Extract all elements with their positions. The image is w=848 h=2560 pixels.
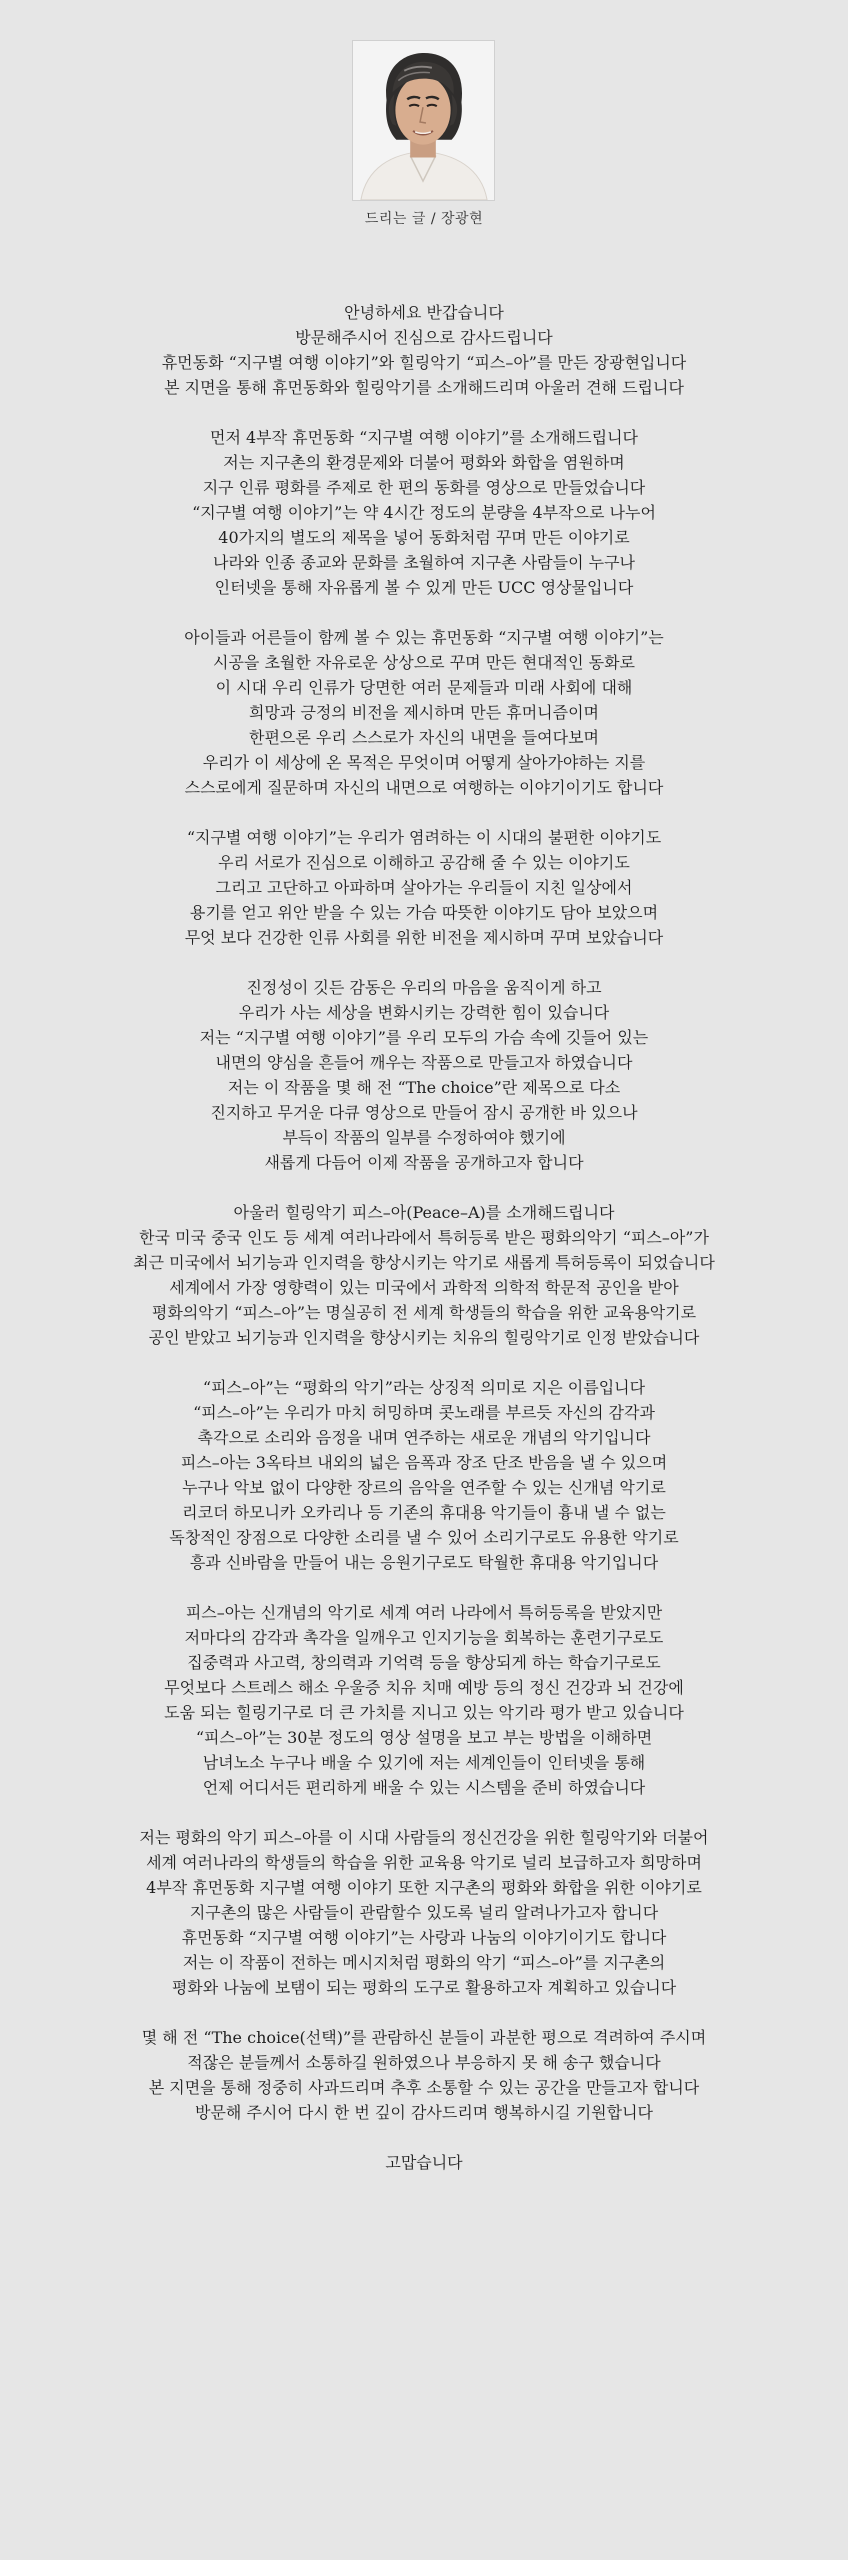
- text-line: 희망과 긍정의 비전을 제시하며 만든 휴머니즘이며: [248, 703, 599, 722]
- text-line: 적잖은 분들께서 소통하길 원하였으나 부응하지 못 해 송구 했습니다: [187, 2053, 661, 2072]
- text-line: 저는 지구촌의 환경문제와 더불어 평화와 화합을 염원하며: [223, 453, 625, 472]
- text-line: 흥과 신바람을 만들어 내는 응원기구로도 탁월한 휴대용 악기입니다: [189, 1553, 659, 1572]
- text-line: 그리고 고단하고 아파하며 살아가는 우리들이 지친 일상에서: [215, 878, 633, 897]
- text-line: 휴먼동화 “지구별 여행 이야기”는 사랑과 나눔의 이야기이기도 합니다: [181, 1928, 667, 1947]
- paragraph-greeting: [40, 300, 808, 400]
- text-line: 한국 미국 중국 인도 등 세계 여러나라에서 특허등록 받은 평화의악기 “피스–아”가: [139, 1228, 709, 1247]
- text-line: 용기를 얻고 위안 받을 수 있는 가슴 따뜻한 이야기도 담아 보았으며: [189, 903, 659, 922]
- text-line: 지구촌의 많은 사람들이 관람할수 있도록 널리 알려나가고자 합니다: [189, 1903, 659, 1922]
- text-line: 저는 “지구별 여행 이야기”를 우리 모두의 가슴 속에 깃들어 있는: [199, 1028, 649, 1047]
- text-line: 평화의악기 “피스–아”는 명실공히 전 세계 학생들의 학습을 위한 교육용악기로: [151, 1303, 697, 1322]
- text-line: 집중력과 사고력, 창의력과 기억력 등을 향상되게 하는 학습기구로도: [187, 1653, 661, 1672]
- text-line: 피스–아는 신개념의 악기로 세계 여러 나라에서 특허등록을 받았지만: [185, 1603, 663, 1622]
- letter-body: [40, 300, 808, 2175]
- text-line: 본 지면을 통해 정중히 사과드리며 추후 소통할 수 있는 공간을 만들고자 합니다: [148, 2078, 700, 2097]
- text-line: 무엇보다 스트레스 해소 우울증 치유 치매 예방 등의 정신 건강과 뇌 건강에: [164, 1678, 684, 1697]
- text-line: 새롭게 다듬어 이제 작품을 공개하고자 합니다: [264, 1153, 584, 1172]
- text-line: 남녀노소 누구나 배울 수 있기에 저는 세계인들이 인터넷을 통해: [202, 1753, 646, 1772]
- paragraph-instrument-features: [40, 1375, 808, 1575]
- paragraph-story-history: [40, 975, 808, 1175]
- text-line: 아울러 힐링악기 피스–아(Peace–A)를 소개해드립니다: [233, 1203, 615, 1222]
- text-line: 평화와 나눔에 보탬이 되는 평화의 도구로 활용하고자 계획하고 있습니다: [171, 1978, 677, 1997]
- text-line: 우리 서로가 진심으로 이해하고 공감해 줄 수 있는 이야기도: [218, 853, 630, 872]
- paragraph-story-content: [40, 825, 808, 950]
- text-line: 진지하고 무거운 다큐 영상으로 만들어 잠시 공개한 바 있으나: [210, 1103, 638, 1122]
- text-line: 저마다의 감각과 촉각을 일깨우고 인지기능을 회복하는 훈련기구로도: [184, 1628, 664, 1647]
- paragraph-instrument-intro: [40, 1200, 808, 1350]
- text-line: 방문해 주시어 다시 한 번 깊이 감사드리며 행복하시길 기원합니다: [194, 2103, 653, 2122]
- text-line: 무엇 보다 건강한 인류 사회를 위한 비전을 제시하며 꾸며 보았습니다: [184, 928, 664, 947]
- text-line: 4부작 휴먼동화 지구별 여행 이야기 또한 지구촌의 평화와 화합을 위한 이야기로: [146, 1878, 702, 1897]
- text-line: 시공을 초월한 자유로운 상상으로 꾸며 만든 현대적인 동화로: [212, 653, 635, 672]
- text-line: 내면의 양심을 흔들어 깨우는 작품으로 만들고자 하였습니다: [215, 1053, 633, 1072]
- text-line: “피스–아”는 30분 정도의 영상 설명을 보고 부는 방법을 이해하면: [195, 1728, 653, 1747]
- text-line: 저는 평화의 악기 피스–아를 이 시대 사람들의 정신건강을 위한 힐링악기와 더불어: [139, 1828, 709, 1847]
- text-line: 피스–아는 3옥타브 내외의 넓은 음폭과 장조 단조 반음을 낼 수 있으며: [180, 1453, 668, 1472]
- text-line: 부득이 작품의 일부를 수정하여야 했기에: [282, 1128, 566, 1147]
- text-line: 최근 미국에서 뇌기능과 인지력을 향상시키는 악기로 새롭게 특허등록이 되었습니다: [133, 1253, 715, 1272]
- text-line: 이 시대 우리 인류가 당면한 여러 문제들과 미래 사회에 대해: [215, 678, 633, 697]
- text-line: 촉각으로 소리와 음정을 내며 연주하는 새로운 개념의 악기입니다: [197, 1428, 651, 1447]
- text-line: 누구나 악보 없이 다양한 장르의 음악을 연주할 수 있는 신개념 악기로: [182, 1478, 666, 1497]
- text-line: 인터넷을 통해 자유롭게 볼 수 있게 만든 UCC 영상물입니다: [214, 578, 634, 597]
- text-line: 아이들과 어른들이 함께 볼 수 있는 휴먼동화 “지구별 여행 이야기”는: [184, 628, 664, 647]
- text-line: 지구 인류 평화를 주제로 한 편의 동화를 영상으로 만들었습니다: [202, 478, 646, 497]
- author-portrait: [352, 40, 495, 201]
- text-line: “피스–아”는 “평화의 악기”라는 상징적 의미로 지은 이름입니다: [202, 1378, 646, 1397]
- text-line: 휴먼동화 “지구별 여행 이야기”와 힐링악기 “피스–아”를 만든 장광현입니다: [161, 353, 687, 372]
- text-line: 방문해주시어 진심으로 감사드립니다: [295, 328, 553, 347]
- author-photo-illustration: [353, 41, 494, 200]
- text-line: 먼저 4부작 휴먼동화 “지구별 여행 이야기”를 소개해드립니다: [210, 428, 638, 447]
- text-line: 스스로에게 질문하며 자신의 내면으로 여행하는 이야기이기도 합니다: [184, 778, 664, 797]
- paragraph-instrument-benefits: [40, 1600, 808, 1800]
- text-line: 리코더 하모니카 오카리나 등 기존의 휴대용 악기들이 흉내 낼 수 없는: [182, 1503, 666, 1522]
- text-line: 독창적인 장점으로 다양한 소리를 낼 수 있어 소리기구로도 유용한 악기로: [169, 1528, 679, 1547]
- paragraph-story-intro: [40, 425, 808, 600]
- paragraph-apology: [40, 2025, 808, 2125]
- text-line: 본 지면을 통해 휴먼동화와 힐링악기를 소개해드리며 아울러 견해 드립니다: [164, 378, 684, 397]
- text-line: 언제 어디서든 편리하게 배울 수 있는 시스템을 준비 하였습니다: [202, 1778, 646, 1797]
- photo-caption: 드리는 글 / 장광현: [364, 211, 484, 227]
- text-line: 우리가 이 세상에 온 목적은 무엇이며 어떻게 살아가야하는 지를: [202, 753, 646, 772]
- text-line: “지구별 여행 이야기”는 우리가 염려하는 이 시대의 불편한 이야기도: [186, 828, 662, 847]
- paragraph-story-theme: [40, 625, 808, 800]
- text-line: “피스–아”는 우리가 마치 허밍하며 콧노래를 부르듯 자신의 감각과: [193, 1403, 655, 1422]
- text-line: 저는 이 작품이 전하는 메시지처럼 평화의 악기 “피스–아”를 지구촌의: [182, 1953, 666, 1972]
- text-line: 도움 되는 힐링기구로 더 큰 가치를 지니고 있는 악기라 평가 받고 있습니다: [164, 1703, 684, 1722]
- text-line: 세계에서 가장 영향력이 있는 미국에서 과학적 의학적 학문적 공인을 받아: [169, 1278, 679, 1297]
- text-line: 세계 여러나라의 학생들의 학습을 위한 교육용 악기로 널리 보급하고자 희망하며: [146, 1853, 702, 1872]
- text-line: 한편으론 우리 스스로가 자신의 내면을 들여다보며: [248, 728, 599, 747]
- text-line: 공인 받았고 뇌기능과 인지력을 향상시키는 치유의 힐링악기로 인정 받았습니다: [148, 1328, 700, 1347]
- text-line: 저는 이 작품을 몇 해 전 “The choice”란 제목으로 다소: [227, 1078, 621, 1097]
- paragraph-plans: [40, 1825, 808, 2000]
- text-line: 안녕하세요 반갑습니다: [344, 303, 504, 322]
- text-line: 진정성이 깃든 감동은 우리의 마음을 움직이게 하고: [246, 978, 602, 997]
- text-line: 우리가 사는 세상을 변화시키는 강력한 힘이 있습니다: [238, 1003, 610, 1022]
- text-line: “지구별 여행 이야기”는 약 4시간 정도의 분량을 4부작으로 나누어: [192, 503, 656, 522]
- text-line: 40가지의 별도의 제목을 넣어 동화처럼 꾸며 만든 이야기로: [218, 528, 630, 547]
- text-line: 몇 해 전 “The choice(선택)”를 관람하신 분들이 과분한 평으로 격려하여 주시며: [141, 2028, 707, 2047]
- text-line: 나라와 인종 종교와 문화를 초월하여 지구촌 사람들이 누구나: [212, 553, 635, 572]
- closing-text: 고맙습니다: [385, 2153, 463, 2172]
